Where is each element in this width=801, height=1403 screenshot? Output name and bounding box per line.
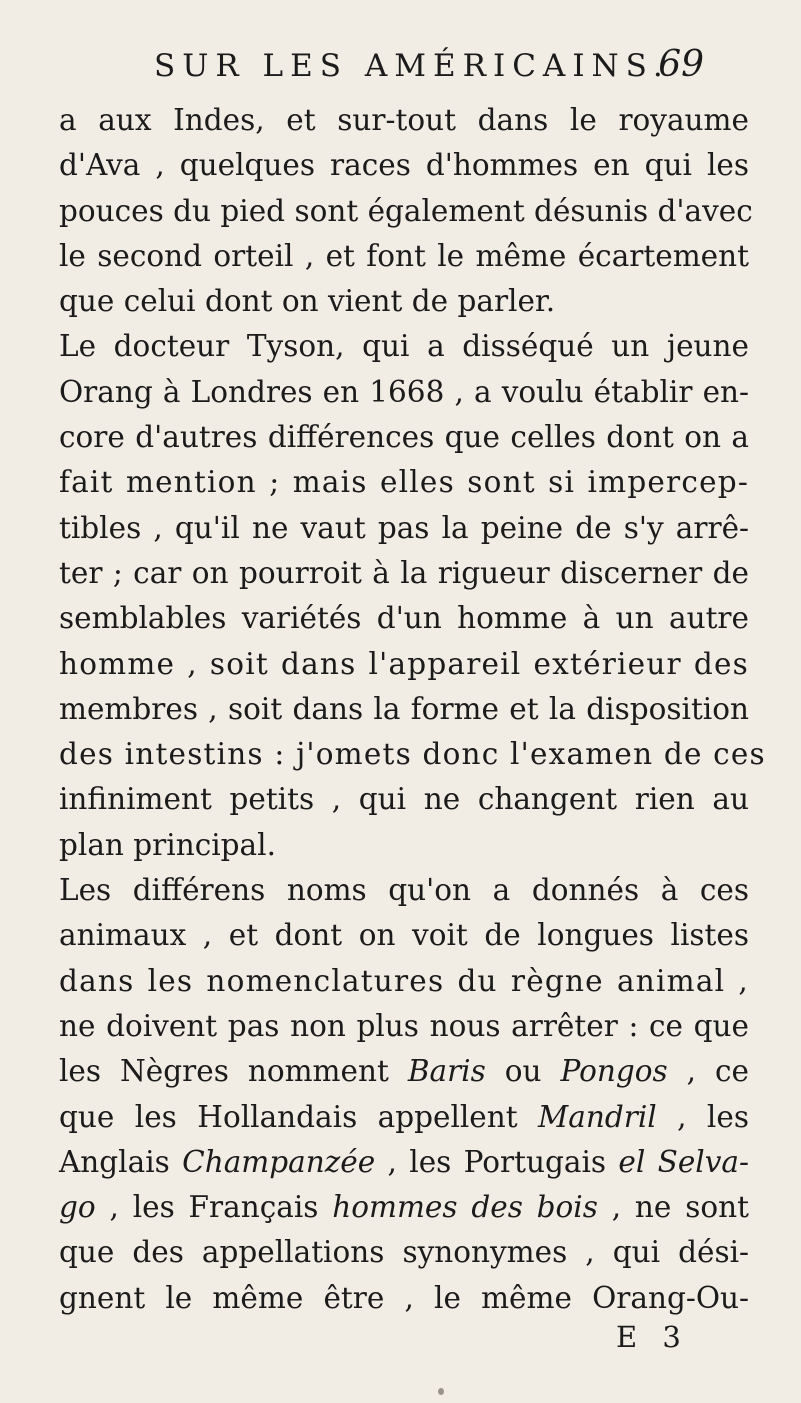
text-line: infiniment petits , qui ne changent rien au [59,782,749,817]
text-segment: ou [504,1054,542,1089]
text-line: plan principal. [59,827,276,862]
text-segment: les Nègres nomment [59,1054,389,1089]
italic-term: Mandril [538,1099,657,1134]
text-line: que des appellations synonymes , qui dési- [59,1235,749,1270]
text-segment: que les Hollandais appellent [59,1099,518,1134]
text-line: core d'autres différences que celles dont on a [59,420,749,455]
text-line: dans les nomenclatures du règne animal , [59,963,749,998]
text-line: ne doivent pas non plus nous arrêter : ce que [59,1008,749,1043]
text-line: d'Ava , quelques races d'hommes en qui les [59,148,749,183]
text-segment: Anglais [59,1144,170,1179]
text-line [59,1140,749,1185]
text-line: ter ; car on pourroit à la rigueur discerner de [59,555,749,590]
italic-term: hommes des bois [332,1190,598,1225]
text-line: Les différens noms qu'on a donnés à ces [59,873,749,908]
ink-speck [438,1388,444,1395]
text-line: le second orteil , et font le même écartement [59,238,749,273]
text-line: fait mention ; mais elles sont si impercep- [59,465,749,500]
text-line: Orang à Londres en 1668 , a voulu établir en- [59,374,749,409]
text-line: a aux Indes, et sur-tout dans le royaume [59,103,749,137]
italic-term: Champanzée [182,1144,376,1179]
italic-term: Baris [407,1054,486,1089]
text-line [59,1185,749,1230]
italic-term: Pongos [560,1054,668,1089]
text-line: Le docteur Tyson, qui a disséqué un jeune [59,329,749,364]
signature-mark: E 3 [616,1320,689,1354]
body-text [59,98,766,1321]
text-line [59,1049,749,1094]
text-segment: , les Français [109,1190,319,1225]
text-line: semblables variétés d'un homme à un autre [59,601,749,636]
running-head [140,44,704,94]
text-segment: , ne sont [611,1190,749,1225]
text-line: pouces du pied sont également désunis d'avec [59,193,753,228]
text-line: membres , soit dans la forme et la disposition [59,691,749,726]
text-line: tibles , qu'il ne vaut pas la peine de s'y arrê- [59,510,749,545]
text-line: gnent le même être , le même Orang-Ou- [59,1280,749,1315]
text-line: que celui dont on vient de parler. [59,284,556,319]
text-segment: , les Portugais [387,1144,607,1179]
italic-term: el Selva- [618,1144,749,1179]
running-title: SUR LES AMÉRICAINS. [154,48,670,84]
text-line: homme , soit dans l'appareil extérieur des [59,646,749,681]
italic-term: go [59,1190,96,1225]
text-line [59,1095,749,1140]
text-line: animaux , et dont on voit de longues listes [59,918,749,953]
text-segment: , les [677,1099,749,1134]
text-segment: , ce [686,1054,749,1089]
text-line: des intestins : j'omets donc l'examen de ces [59,737,766,772]
page-number: 69 [658,44,704,85]
